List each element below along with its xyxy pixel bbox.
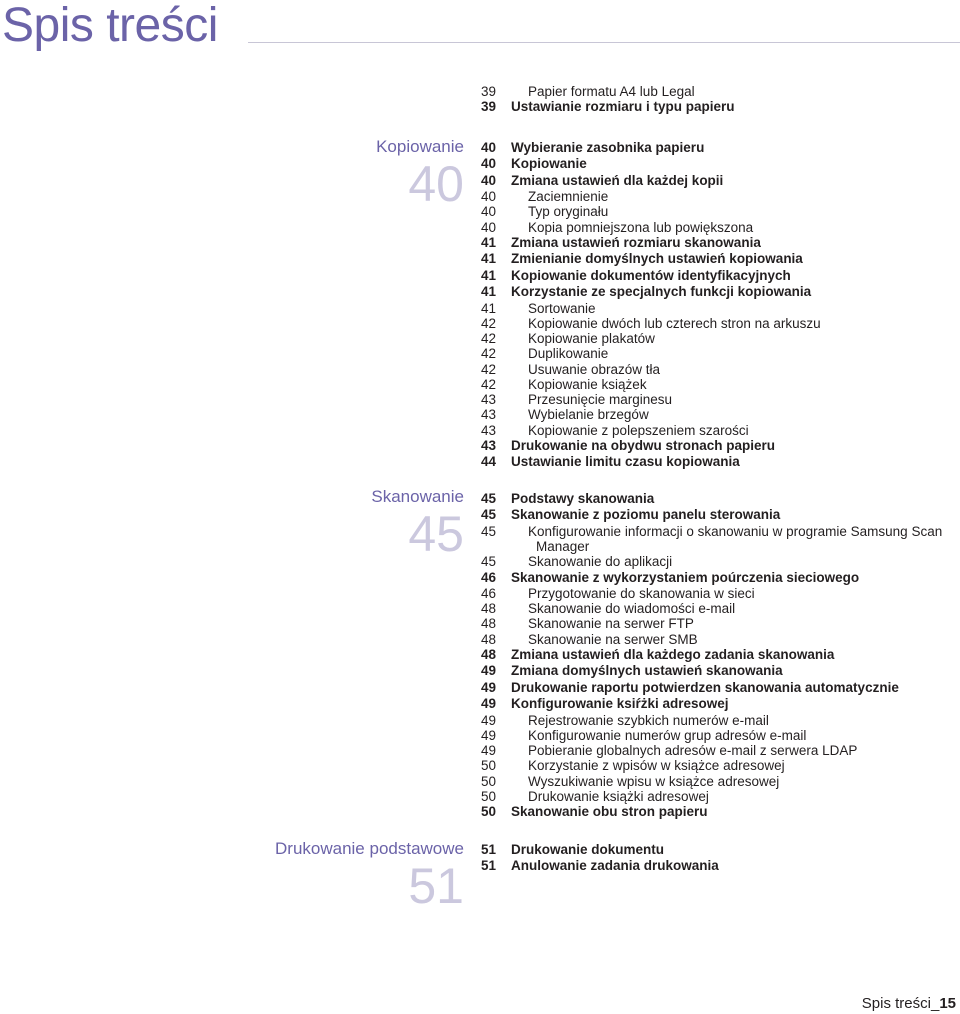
toc-entry-text: Ustawianie limitu czasu kopiowania xyxy=(511,454,740,470)
section-heading xyxy=(275,839,464,914)
toc-entry-title xyxy=(511,438,775,453)
toc-entry-text: Drukowanie raportu potwierdzen skanowania automatycznie xyxy=(511,679,899,695)
toc-entry-text: Skanowanie na serwer FTP xyxy=(528,616,694,632)
toc-entry-page: 43 xyxy=(481,392,497,408)
toc-entry-page: 44 xyxy=(481,454,497,470)
toc-entry-page: 51 xyxy=(481,842,497,857)
toc-entry-page: 42 xyxy=(481,331,497,347)
toc-entry-title xyxy=(528,616,694,631)
toc-entry-page: 39 xyxy=(481,84,497,99)
toc-entry-title xyxy=(511,140,704,155)
title-rule xyxy=(248,42,960,43)
toc-entry-page: 50 xyxy=(481,758,497,774)
toc-entry-text: Anulowanie zadania drukowania xyxy=(511,858,719,874)
toc-entry-title xyxy=(528,407,649,422)
toc-entry-text: Konfigurowanie ksiŕżki adresowej xyxy=(511,696,729,712)
toc-entry-title xyxy=(511,663,783,678)
toc-entry-text: Drukowanie na obydwu stronach papieru xyxy=(511,437,776,453)
toc-entry-page: 48 xyxy=(481,631,497,647)
toc-entry-title xyxy=(528,331,655,346)
toc-entry-page: 43 xyxy=(481,407,497,423)
toc-entry-page: 48 xyxy=(481,601,497,617)
toc-entry-page: 39 xyxy=(481,99,497,115)
toc-entry-title xyxy=(511,842,664,857)
toc-entry-text: Przygotowanie do skanowania w sieci xyxy=(528,585,755,601)
toc-entry-text: Kopiowanie xyxy=(511,156,587,172)
toc-entry-title xyxy=(528,346,608,361)
toc-entry-title xyxy=(528,301,596,316)
toc-entry-title xyxy=(528,728,806,743)
toc-entry-text: Konfigurowanie numerów grup adresów e-mail xyxy=(528,727,807,743)
toc-entry-title xyxy=(511,680,899,695)
toc-entry-page: 43 xyxy=(481,437,497,453)
section-page-number: 51 xyxy=(408,858,464,914)
page-footer xyxy=(862,995,956,1012)
toc-entry-title xyxy=(528,316,821,331)
section-heading xyxy=(376,137,464,212)
toc-entry-title xyxy=(528,713,769,728)
toc-entry-page: 42 xyxy=(481,346,497,362)
toc-entry-title xyxy=(511,507,780,522)
toc-entry-page: 43 xyxy=(481,422,497,438)
toc-entry-text: Kopiowanie książek xyxy=(528,376,647,392)
toc-entry-text: Drukowanie dokumentu xyxy=(511,842,665,857)
section-name: Skanowanie xyxy=(371,487,464,506)
toc-entry-text: Skanowanie z poziomu panelu sterowania xyxy=(511,507,781,523)
toc-entry-page: 50 xyxy=(481,804,497,820)
toc-entry-page: 48 xyxy=(481,646,497,662)
toc-entry-page: 42 xyxy=(481,361,497,377)
toc-entry-text: Skanowanie z wykorzystaniem poúrczenia sieciowego xyxy=(511,569,860,585)
toc-entry-page: 41 xyxy=(481,251,497,267)
toc-entry-text-continuation: Manager xyxy=(536,538,590,554)
toc-entry-text: Kopiowanie plakatów xyxy=(528,331,655,347)
toc-entry-text: Duplikowanie xyxy=(528,346,609,362)
toc-entry-text: Skanowanie na serwer SMB xyxy=(528,631,698,647)
toc-entry-text: Pobieranie globalnych adresów e-mail z serwera LDAP xyxy=(528,743,858,759)
footer-page-number: 15 xyxy=(939,995,956,1012)
page-title: Spis treści xyxy=(2,0,218,52)
toc-entry-page: 46 xyxy=(481,569,497,585)
toc-entry-page: 40 xyxy=(481,140,497,155)
toc-entry-text: Skanowanie do wiadomości e-mail xyxy=(528,601,736,617)
toc-entry-title xyxy=(511,156,587,171)
toc-entry-text: Zmiana domyślnych ustawień skanowania xyxy=(511,663,783,679)
toc-entry-page: 41 xyxy=(481,284,497,300)
toc-entry-page: 41 xyxy=(481,300,497,316)
toc-entry-title xyxy=(511,173,723,188)
toc-entry-title xyxy=(511,251,803,266)
toc-entry-title xyxy=(511,454,740,469)
toc-entry-page: 50 xyxy=(481,788,497,804)
toc-entry-page: 51 xyxy=(481,858,497,874)
toc-entry-title xyxy=(528,789,709,804)
toc-entry-text: Zmiana ustawień dla każdej kopii xyxy=(511,172,724,188)
toc-entry-text: Zaciemnienie xyxy=(528,189,609,205)
toc-entry-page: 45 xyxy=(481,491,497,506)
toc-entry-page: 49 xyxy=(481,743,497,759)
toc-entry-title xyxy=(528,220,753,235)
toc-entry-page: 50 xyxy=(481,773,497,789)
toc-entry-title xyxy=(511,570,859,585)
toc-entry-text: Papier formatu A4 lub Legal xyxy=(528,84,695,99)
toc-entry-text: Podstawy skanowania xyxy=(511,491,655,506)
toc-entry-page: 40 xyxy=(481,172,497,188)
toc-entry-text: Wyszukiwanie wpisu w książce adresowej xyxy=(528,773,780,789)
toc-entry-page: 40 xyxy=(481,204,497,220)
toc-entry-page: 45 xyxy=(481,523,497,539)
toc-entry-page: 49 xyxy=(481,696,497,712)
toc-entry-text: Kopiowanie dokumentów identyfikacyjnych xyxy=(511,267,791,283)
footer-label: Spis treści_ xyxy=(861,995,940,1012)
toc-entry-title xyxy=(528,743,857,758)
toc-entry-page: 45 xyxy=(481,507,497,523)
toc-entry-title xyxy=(528,204,608,219)
toc-entry-title xyxy=(511,804,708,819)
toc-entry-text: Zmiana ustawień dla każdego zadania skanowania xyxy=(511,646,835,662)
toc-entry-title xyxy=(511,491,654,506)
toc-entry-title xyxy=(511,235,761,250)
section-page-number: 40 xyxy=(408,156,464,212)
toc-entry-text: Ustawianie rozmiaru i typu papieru xyxy=(511,99,735,115)
toc-entry-page: 49 xyxy=(481,727,497,743)
toc-entry-page: 46 xyxy=(481,585,497,601)
toc-entry-text: Korzystanie ze specjalnych funkcji kopiowania xyxy=(511,284,812,300)
toc-entry-title xyxy=(511,284,811,299)
toc-entry-page: 40 xyxy=(481,189,497,205)
toc-entry-title xyxy=(528,189,608,204)
toc-entry-title xyxy=(511,99,735,114)
toc-entry-text: Kopiowanie z polepszeniem szarości xyxy=(528,422,749,438)
toc-entry-page: 49 xyxy=(481,712,497,728)
toc-entry-page: 40 xyxy=(481,156,497,172)
toc-entry-title xyxy=(528,554,672,569)
toc-entry-page: 42 xyxy=(481,315,497,331)
toc-entry-title xyxy=(528,362,660,377)
section-heading xyxy=(371,487,464,562)
toc-entry-text: Zmienianie domyślnych ustawień kopiowania xyxy=(511,251,803,267)
toc-entry-title xyxy=(528,84,695,99)
toc-entry-text: Skanowanie do aplikacji xyxy=(528,554,673,570)
toc-entry-text: Konfigurowanie informacji o skanowaniu w programie Samsung Scan xyxy=(528,523,943,539)
toc-entry-text: Skanowanie obu stron papieru xyxy=(511,804,708,820)
toc-entry-text: Zmiana ustawień rozmiaru skanowania xyxy=(511,234,761,250)
toc-entry-text: Kopia pomniejszona lub powiększona xyxy=(528,219,754,235)
toc-entry-text: Rejestrowanie szybkich numerów e-mail xyxy=(528,712,769,728)
toc-entry-text: Usuwanie obrazów tła xyxy=(528,361,661,377)
toc-entry-title xyxy=(528,632,698,647)
toc-entry-page: 41 xyxy=(481,267,497,283)
toc-entry-text: Drukowanie książki adresowej xyxy=(528,788,709,804)
toc-entry-page: 48 xyxy=(481,616,497,632)
toc-entry-title xyxy=(528,586,755,601)
toc-entry-text: Sortowanie xyxy=(528,300,596,316)
section-page-number: 45 xyxy=(408,506,464,562)
toc-entry-page: 42 xyxy=(481,376,497,392)
toc-entry-text: Typ oryginału xyxy=(528,204,609,220)
toc-entry-title xyxy=(528,524,948,554)
section-name: Drukowanie podstawowe xyxy=(275,839,464,858)
toc-entry-page: 49 xyxy=(481,679,497,695)
toc-entry-text: Wybielanie brzegów xyxy=(528,407,649,423)
toc-entry-title xyxy=(528,423,749,438)
toc-entry-title xyxy=(511,858,719,873)
section-name: Kopiowanie xyxy=(376,137,464,156)
toc-entry-text: Korzystanie z wpisów w książce adresowej xyxy=(528,758,785,774)
toc-entry-title xyxy=(528,758,785,773)
toc-entry-title xyxy=(528,774,779,789)
toc-entry-page: 49 xyxy=(481,663,497,679)
toc-entry-text: Kopiowanie dwóch lub czterech stron na arkuszu xyxy=(528,315,821,331)
toc-entry-text: Przesunięcie marginesu xyxy=(528,392,673,408)
toc-entry-title xyxy=(528,601,735,616)
toc-entry-title xyxy=(511,696,729,711)
toc-entry-page: 41 xyxy=(481,234,497,250)
toc-entry-title xyxy=(528,377,647,392)
toc-entry-page: 45 xyxy=(481,554,497,570)
toc-entry-title xyxy=(511,647,834,662)
toc-entry-title xyxy=(511,268,791,283)
toc-entry-title xyxy=(528,392,672,407)
toc-entry-page: 40 xyxy=(481,219,497,235)
toc-entry-text: Wybieranie zasobnika papieru xyxy=(511,140,705,155)
